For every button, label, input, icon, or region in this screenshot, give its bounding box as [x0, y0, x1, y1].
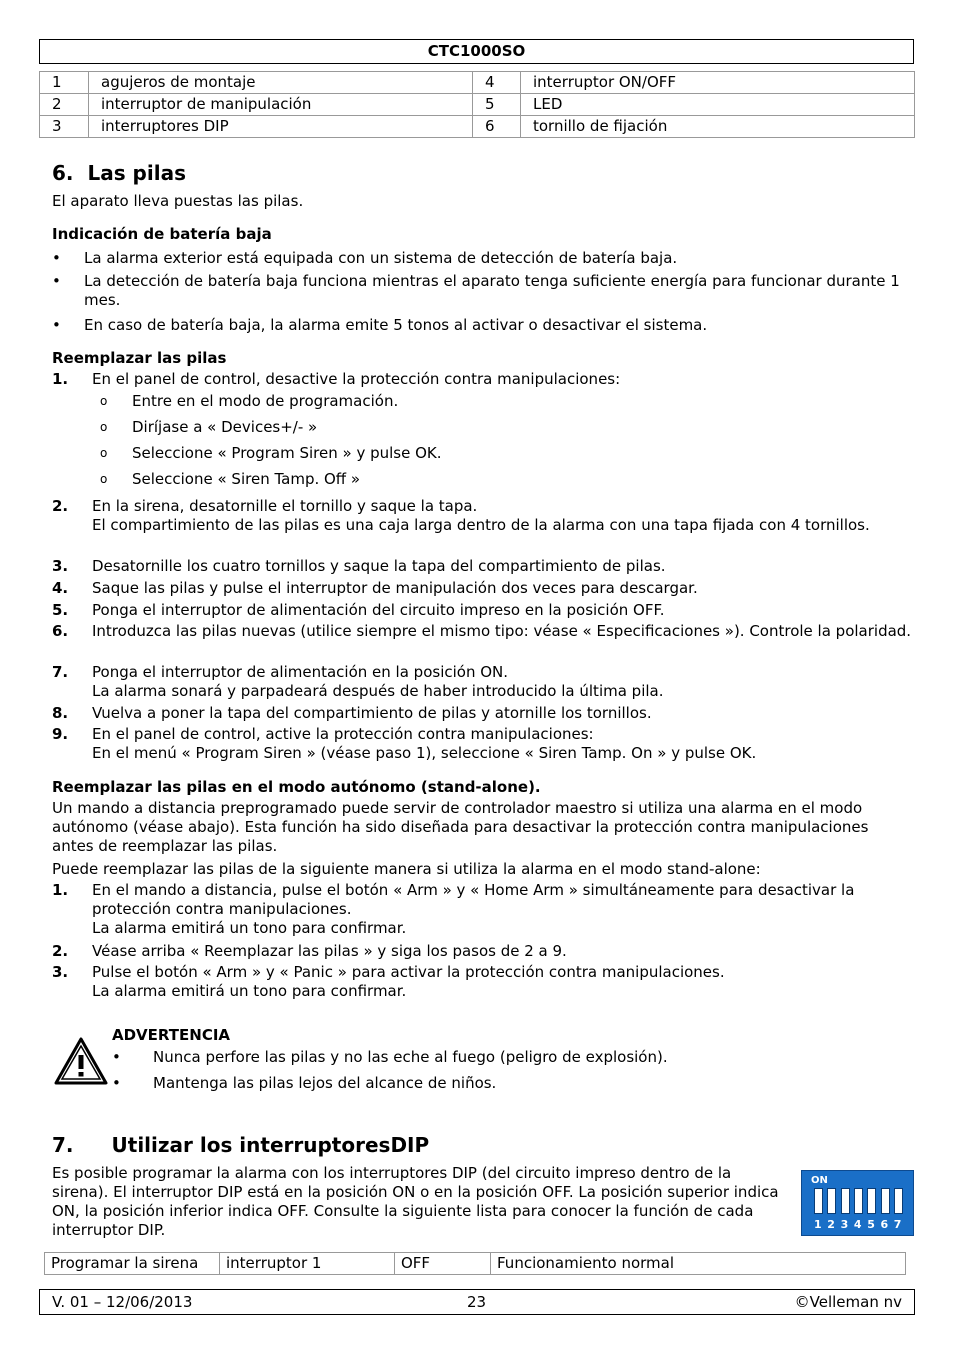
table-cell: 2	[40, 94, 89, 116]
page-number: 23	[467, 1293, 487, 1311]
dip-on-label: ON	[811, 1175, 828, 1186]
parts-table	[39, 71, 915, 138]
table-row	[40, 94, 915, 116]
dip-switch	[827, 1188, 836, 1214]
dip-number: 1	[814, 1218, 822, 1231]
dip-switch	[867, 1188, 876, 1214]
table-row	[40, 116, 915, 138]
table-cell: interruptor de manipulación	[89, 94, 473, 116]
dip-number: 2	[827, 1218, 835, 1231]
table-cell: Programar la sirena	[45, 1253, 220, 1275]
table-cell: 6	[473, 116, 521, 138]
model-name: CTC1000SO	[427, 42, 526, 60]
page-footer	[39, 1289, 915, 1315]
table-cell: interruptor 1	[220, 1253, 395, 1275]
table-cell: OFF	[395, 1253, 491, 1275]
dip-switch	[881, 1188, 890, 1214]
standalone-paragraph: Puede reemplazar las pilas de la siguiente manera si utiliza la alarma en el modo stand-alone:	[52, 860, 761, 878]
table-cell: interruptor ON/OFF	[521, 72, 915, 94]
section-7-heading: 7. Utilizar los interruptoresDIP	[52, 1133, 430, 1157]
dip-number: 4	[853, 1218, 862, 1231]
dip-number: 3	[840, 1218, 849, 1231]
section-6-heading: 6. Las pilas	[52, 161, 186, 185]
dip-switch-image	[801, 1170, 914, 1236]
warning-triangle-icon	[54, 1037, 108, 1085]
table-cell: 1	[40, 72, 89, 94]
table-row	[40, 72, 915, 94]
table-cell: tornillo de fijación	[521, 116, 915, 138]
dip-number: 7	[893, 1218, 902, 1231]
section-7-intro: Es posible programar la alarma con los interruptores DIP (del circuito impreso dentro de la sirena). El interruptor DIP está en la posición ON o en la posición OFF. La posición superior indica ON, la posición inferior indica OFF. Consulte la siguiente lista para conocer la función de cada interruptor DIP.	[52, 1164, 779, 1239]
table-cell: 3	[40, 116, 89, 138]
dip-function-table	[44, 1252, 906, 1275]
standalone-paragraph: Un mando a distancia preprogramado puede servir de controlador maestro si utiliza una alarma en el modo autónomo (véase abajo). Esta función ha sido diseñada para desactivar la protección contra manipulaciones antes de reemplazar las pilas.	[52, 799, 869, 855]
table-cell: Funcionamiento normal	[491, 1253, 906, 1275]
low-battery-title: Indicación de batería baja	[52, 225, 272, 243]
table-cell: agujeros de montaje	[89, 72, 473, 94]
dip-number: 5	[867, 1218, 875, 1231]
table-cell: 4	[473, 72, 521, 94]
dip-switch	[854, 1188, 863, 1214]
document-header	[39, 39, 914, 64]
table-cell: interruptores DIP	[89, 116, 473, 138]
dip-switch	[894, 1188, 903, 1214]
dip-switch	[814, 1188, 823, 1214]
table-cell: 5	[473, 94, 521, 116]
dip-number: 6	[880, 1218, 889, 1231]
version-label: V. 01 – 12/06/2013	[52, 1293, 193, 1311]
table-cell: LED	[521, 94, 915, 116]
table-row	[45, 1253, 906, 1275]
dip-switch	[841, 1188, 850, 1214]
standalone-title: Reemplazar las pilas en el modo autónomo (stand-alone).	[52, 778, 541, 796]
warning-title: ADVERTENCIA	[112, 1026, 231, 1044]
section-6-intro: El aparato lleva puestas las pilas.	[52, 192, 304, 210]
replace-title: Reemplazar las pilas	[52, 349, 227, 367]
copyright-label: ©Velleman nv	[794, 1293, 902, 1311]
